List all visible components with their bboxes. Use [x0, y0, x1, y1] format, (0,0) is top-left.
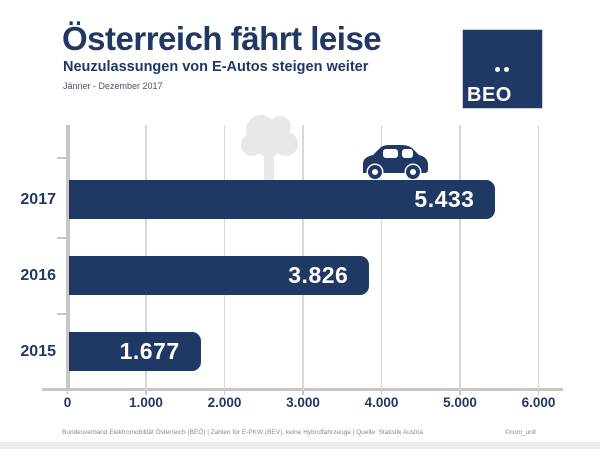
bar-value-label: 5.433: [414, 185, 475, 212]
period-label: Jänner - Dezember 2017: [63, 81, 163, 91]
x-axis-label: 5.000: [443, 395, 477, 410]
bar-2016: [69, 256, 369, 295]
x-axis-tick: [459, 391, 461, 395]
x-axis-label: 4.000: [364, 395, 399, 410]
logo-text: BEO: [467, 84, 512, 106]
x-axis-tick: [67, 391, 69, 395]
x-axis-label: 1.000: [129, 395, 163, 410]
footer-copyright: ©com_unit: [504, 429, 536, 436]
page-subtitle: Neuzulassungen von E-Autos steigen weiter: [63, 59, 369, 75]
tree-icon: [238, 114, 304, 181]
x-axis-label: 2.000: [207, 395, 242, 410]
x-axis-label: 0: [63, 395, 72, 410]
gridline: [538, 125, 540, 390]
x-axis-label: 6.000: [521, 395, 556, 410]
year-label-2017: 2017: [20, 190, 56, 208]
x-axis-tick: [224, 391, 226, 395]
category-tick: [57, 157, 66, 159]
x-axis-tick: [302, 391, 304, 395]
bar-value-label: 1.677: [119, 337, 180, 364]
bottom-border: [0, 442, 600, 449]
page-title: Österreich fährt leise: [62, 20, 382, 57]
gridline: [459, 125, 461, 390]
bar-2017: [69, 180, 495, 219]
x-axis-tick: [381, 391, 383, 395]
bar-value-label: 3.826: [288, 261, 349, 288]
x-axis-tick: [145, 391, 147, 395]
category-tick: [57, 237, 66, 239]
x-axis-label: 3.000: [286, 395, 320, 410]
car-icon: [356, 142, 430, 181]
year-label-2015: 2015: [20, 342, 56, 360]
year-label-2016: 2016: [20, 266, 56, 284]
x-axis-tick: [538, 391, 540, 395]
bar-2015: [69, 332, 201, 371]
footer-credits: Bundesverband Elektromobilität Österreich (BEÖ) | Zahlen für E-PKW (BEV), keine Hybridfahrzeuge | Quelle: Statistik Austria: [62, 429, 424, 436]
category-tick: [57, 313, 66, 315]
